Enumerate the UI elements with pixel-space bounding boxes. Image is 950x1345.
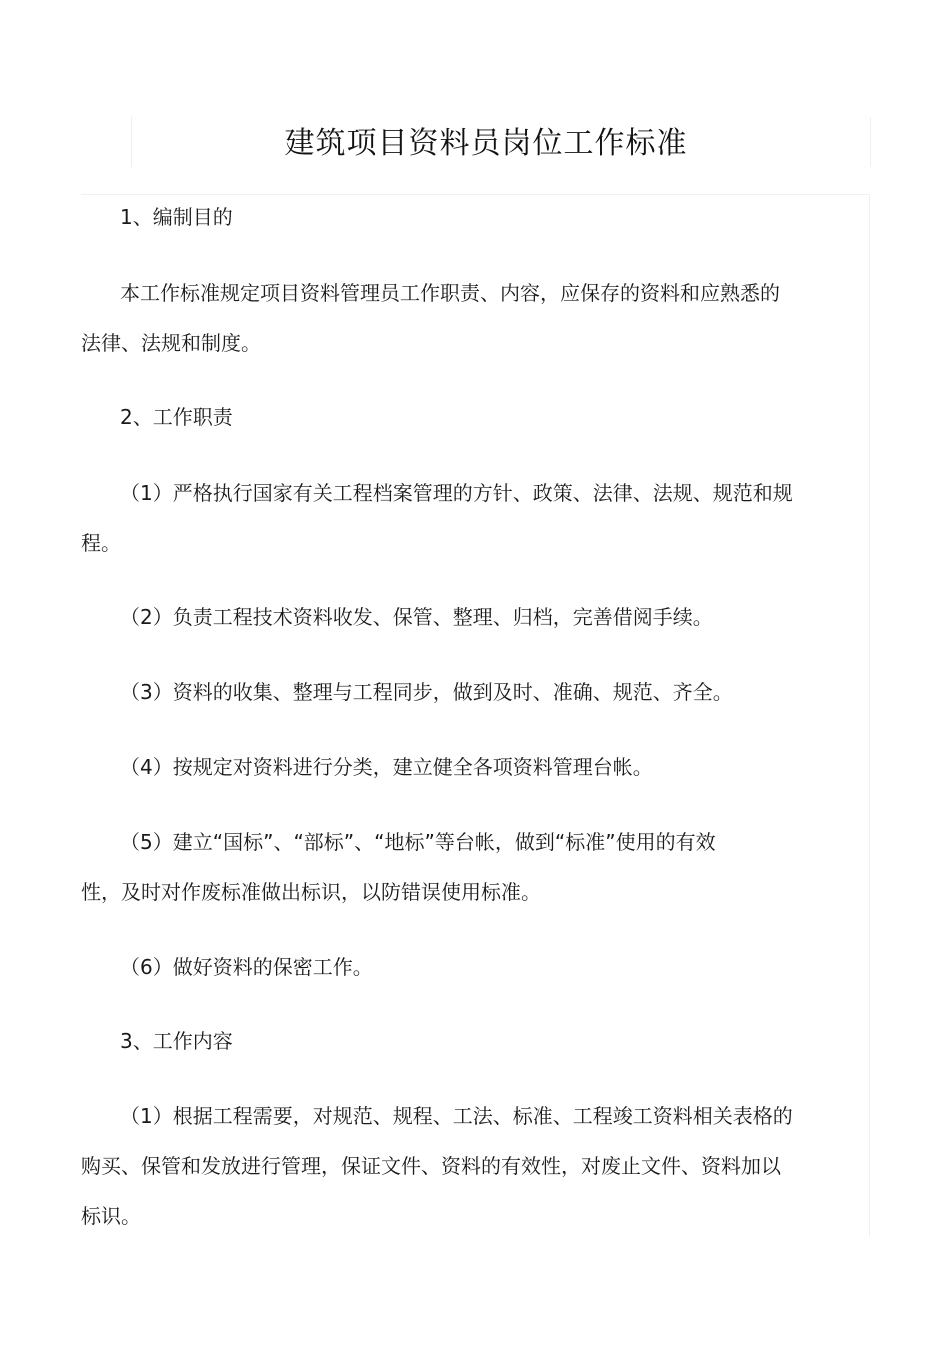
section-heading-1: 1、编制目的 — [120, 205, 233, 229]
list-item-line: （1）根据工程需要，对规范、规程、工法、标准、工程竣工资料相关表格的 — [120, 1104, 793, 1128]
list-item-line: （1）严格执行国家有关工程档案管理的方针、政策、法律、法规、规范和规 — [120, 481, 793, 505]
list-item-line: （4）按规定对资料进行分类，建立健全各项资料管理台帐。 — [120, 755, 653, 779]
document-title: 建筑项目资料员岗位工作标准 — [284, 126, 688, 161]
section-heading-3: 3、工作内容 — [120, 1029, 233, 1053]
section-heading-2: 2、工作职责 — [120, 405, 233, 429]
list-item-line: （5）建立“国标”、“部标”、“地标”等台帐，做到“标准”使用的有效 — [120, 830, 716, 854]
list-item-line: 标识。 — [81, 1204, 141, 1228]
paragraph-line: 本工作标准规定项目资料管理员工作职责、内容，应保存的资料和应熟悉的 — [120, 281, 780, 305]
paragraph-line: 法律、法规和制度。 — [81, 331, 261, 355]
list-item-line: （2）负责工程技术资料收发、保管、整理、归档，完善借阅手续。 — [120, 605, 713, 629]
list-item-line: （6）做好资料的保密工作。 — [120, 955, 373, 979]
list-item-line: 程。 — [81, 531, 121, 555]
list-item-line: 购买、保管和发放进行管理，保证文件、资料的有效性，对废止文件、资料加以 — [81, 1154, 781, 1178]
list-item-line: （3）资料的收集、整理与工程同步，做到及时、准确、规范、齐全。 — [120, 680, 733, 704]
list-item-line: 性，及时对作废标准做出标识，以防错误使用标准。 — [81, 880, 541, 904]
